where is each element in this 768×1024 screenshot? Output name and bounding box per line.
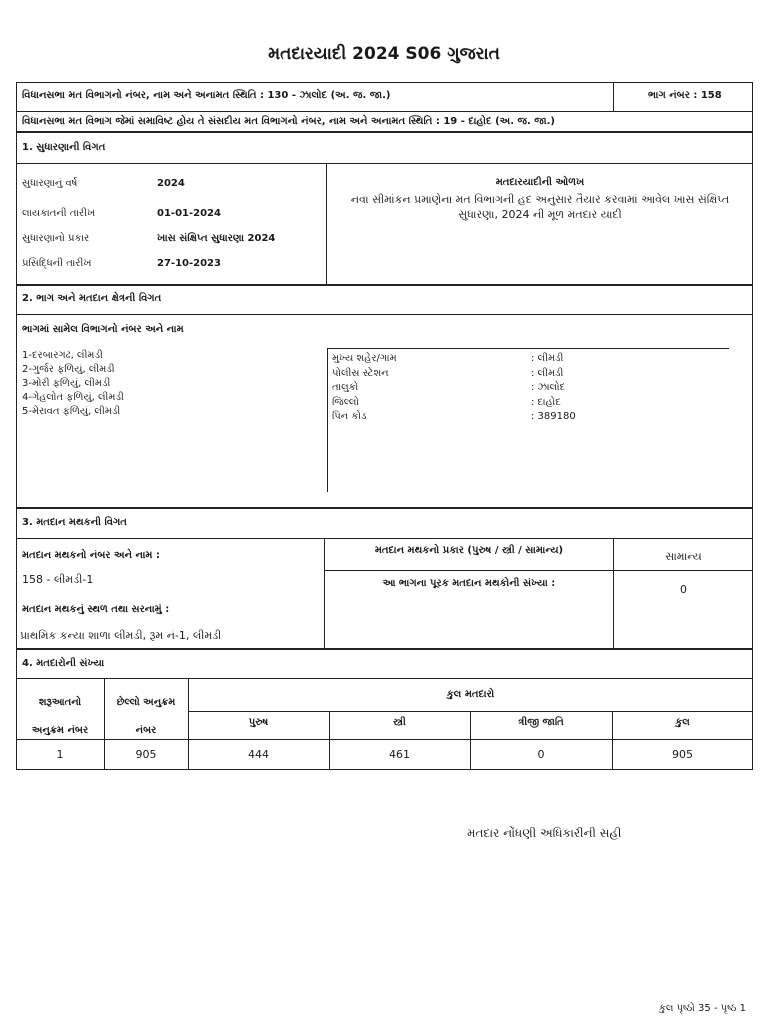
- pin-code-label: પિન કોડ: [332, 411, 367, 423]
- publication-date-label: પ્રસિદ્ધિની તારીખ: [22, 258, 92, 269]
- location-values: [531, 352, 576, 425]
- location-labels: [332, 352, 397, 425]
- station-type-value: સામાન્ય: [665, 550, 702, 563]
- area-item: 2-ગુર્જર ફળિયું, લીમડી: [22, 364, 115, 375]
- page-title: મતદારયાદી 2024 S06 ગુજરાત: [268, 44, 500, 64]
- part-number: ભાગ નંબર : 158: [648, 90, 722, 101]
- sections-in-part-heading: ભાગમાં સામેલ વિભાગનો નંબર અને નામ: [22, 324, 184, 335]
- qualifying-date-label: લાયકાતની તારીખ: [22, 208, 96, 219]
- station-type-label: મતદાન મથકનો પ્રકાર (પુરુષ / સ્ત્રી / સામાન્ય): [374, 545, 564, 556]
- section3-heading: 3. મતદાન મથકની વિગત: [22, 517, 127, 528]
- roll-identification-heading: મતદારયાદીની ઓળખ: [495, 177, 585, 188]
- roll-identification-text: નવા સીમાંકન પ્રમાણેના મત વિભાગની હદ અનુસાર તૈયાર કરવામાં આવેલ ખાસ સંક્ષિપ્ત સુધારણા, 2024 ની મૂળ મતદાર યાદી: [350, 193, 730, 221]
- revision-type-label: સુધારણાનો પ્રકાર: [22, 233, 90, 244]
- area-item: 4-ગેહલોત ફળિયું, લીમડી: [22, 392, 124, 403]
- auxiliary-stations-value: 0: [680, 583, 687, 596]
- main-village-value: : લીમડી: [531, 353, 564, 364]
- taluka-label: તાલુકો: [332, 382, 359, 394]
- police-station-value: : લીમડી: [531, 367, 564, 379]
- section2-heading: 2. ભાગ અને મતદાન ક્ષેત્રની વિગત: [22, 293, 162, 304]
- col-male: પુરુષ: [248, 717, 269, 728]
- qualifying-date-value: 01-01-2024: [157, 208, 221, 219]
- cell-third-gender: 0: [537, 748, 545, 761]
- col-female: સ્ત્રી: [393, 717, 406, 728]
- assembly-constituency: વિધાનસભા મત વિભાગનો નંબર, નામ અને અનામત સ્થિતિ : 130 - ઝાલોદ (અ. જ. જા.): [22, 90, 391, 101]
- parliamentary-constituency: વિધાનસભા મત વિભાગ જેમાં સમાવિષ્ટ હોય તે સંસદીય મત વિભાગનો નંબર, નામ અને અનામત સ્થિતિ : 19 - દાહોદ (અ. જ. જા.): [22, 116, 555, 127]
- col-end-serial: છેલ્લો અનુક્રમ નંબર: [116, 697, 176, 736]
- cell-male: 444: [248, 748, 269, 761]
- station-number-value: 158 - લીમડી-1: [22, 573, 94, 586]
- col-third-gender: ત્રીજી જાતિ: [518, 717, 564, 728]
- col-total-voters: કુલ મતદારો: [446, 689, 495, 700]
- station-number-label: મતદાન મથકનો નંબર અને નામ :: [22, 550, 160, 561]
- cell-total: 905: [672, 748, 693, 761]
- auxiliary-stations-label: આ ભાગના પૂરક મતદાન મથકોની સંખ્યા :: [382, 578, 556, 589]
- ero-signature: મતદાર નોંધણી અધિકારીની સહી: [467, 826, 622, 840]
- cell-start: 1: [56, 748, 64, 761]
- station-address-label: મતદાન મથકનું સ્થળ તથા સરનામું :: [22, 604, 170, 615]
- areas-list: [22, 349, 124, 419]
- area-item: 3-મોરી ફળિયું, લીમડી: [22, 378, 111, 389]
- col-total: કુલ: [675, 717, 690, 728]
- revision-year-value: 2024: [157, 178, 185, 189]
- section4-heading: 4. મતદારોની સંખ્યા: [22, 658, 105, 669]
- cell-end: 905: [135, 748, 157, 761]
- col-start-serial: શરૂઆતનો અનુક્રમ નંબર: [31, 697, 89, 736]
- revision-year-label: સુધારણાનું વર્ષ: [22, 178, 78, 189]
- taluka-value: : ઝાલોદ: [531, 382, 566, 394]
- police-station-label: પોલીસ સ્ટેશન: [332, 367, 389, 379]
- pin-code-value: : 389180: [531, 411, 576, 423]
- station-address-value: પ્રાથમિક કન્યા શાળા લીમડી, રૂમ નં-1, લીમડી: [20, 629, 222, 642]
- section1-heading: 1. સુધારણાની વિગત: [22, 142, 106, 153]
- district-label: જિલ્લો: [332, 396, 359, 408]
- revision-type-value: ખાસ સંક્ષિપ્ત સુધારણા 2024: [157, 233, 276, 244]
- area-item: 5-મેરાવત ફળિયું, લીમડી: [22, 406, 121, 417]
- area-item: 1-દરબારગઢ, લીમડી: [22, 350, 103, 361]
- publication-date-value: 27-10-2023: [157, 258, 221, 269]
- district-value: : દાહોદ: [531, 396, 561, 408]
- page-number: કુલ પૃષ્ઠો 35 - પૃષ્ઠ 1: [658, 1003, 746, 1014]
- cell-female: 461: [389, 748, 410, 761]
- main-village-label: મુખ્ય શહેર/ગામ: [332, 353, 397, 364]
